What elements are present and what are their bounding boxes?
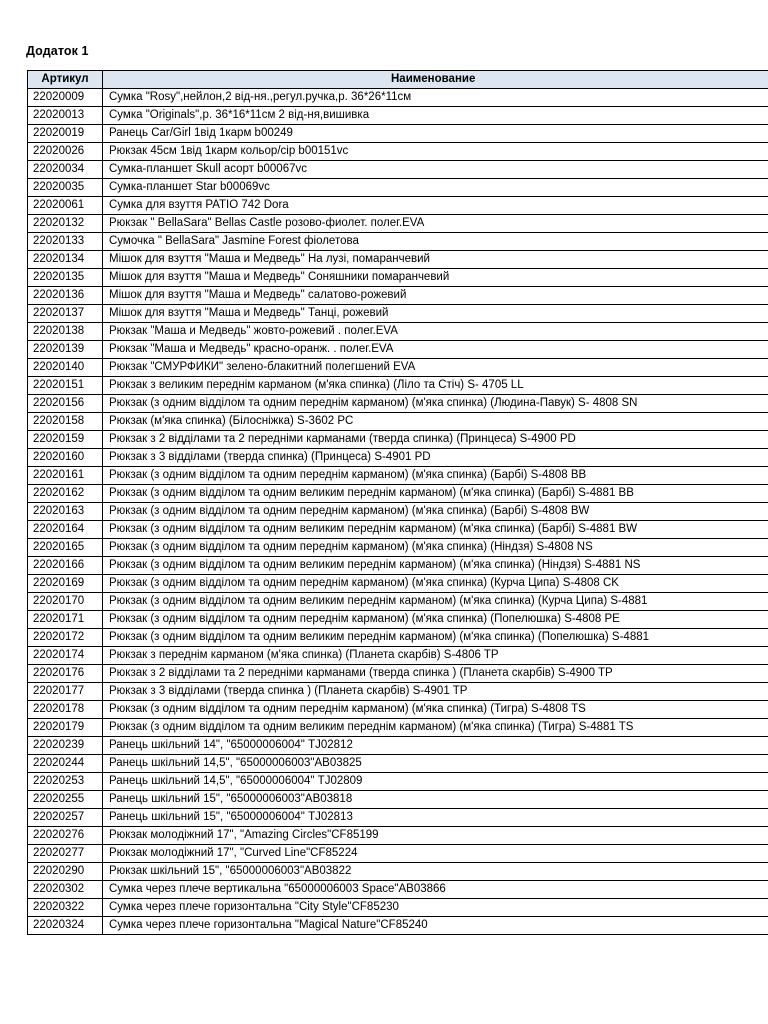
name-cell: Рюкзак (з одним відділом та одним переднім карманом) (м'яка спинка) (Тигра) S-4808 TS [103, 701, 768, 719]
article-cell: 22020139 [28, 341, 103, 359]
table-row [28, 881, 768, 899]
article-cell: 22020322 [28, 899, 103, 917]
article-cell: 22020009 [28, 89, 103, 107]
article-cell: 22020013 [28, 107, 103, 125]
name-cell: Рюкзак (з одним відділом та одним переднім карманом) (м'яка спинка) (Барбі) S-4808 BW [103, 503, 768, 521]
table-row [28, 539, 768, 557]
product-table [27, 70, 768, 935]
page-title: Додаток 1 [26, 44, 89, 58]
header-row [28, 71, 768, 89]
table-row [28, 251, 768, 269]
article-cell: 22020165 [28, 539, 103, 557]
article-cell: 22020019 [28, 125, 103, 143]
name-cell: Сумка-планшет Star b00069vc [103, 179, 768, 197]
article-cell: 22020276 [28, 827, 103, 845]
name-cell: Мішок для взуття "Маша и Медведь" салатово-рожевий [103, 287, 768, 305]
article-cell: 22020302 [28, 881, 103, 899]
table-row [28, 737, 768, 755]
table-row [28, 179, 768, 197]
name-cell: Рюкзак "СМУРФИКИ" зелено-блакитний полегшений EVA [103, 359, 768, 377]
article-cell: 22020159 [28, 431, 103, 449]
name-cell: Рюкзак (з одним відділом та одним переднім карманом) (м'яка спинка) (Барбі) S-4808 BB [103, 467, 768, 485]
name-cell: Ранець шкільний 14,5", "65000006003"AB03825 [103, 755, 768, 773]
name-cell: Ранець шкільний 14,5", "65000006004" TJ02809 [103, 773, 768, 791]
table-row [28, 359, 768, 377]
table-row [28, 521, 768, 539]
table-row [28, 719, 768, 737]
table-row [28, 845, 768, 863]
article-cell: 22020163 [28, 503, 103, 521]
table-row [28, 647, 768, 665]
table-row [28, 233, 768, 251]
table-row [28, 683, 768, 701]
name-cell: Рюкзак (з одним відділом та одним великим переднім карманом) (м'яка спинка) (Курча Ципа) S-4881 [103, 593, 768, 611]
name-cell: Ранець Car/Girl 1від 1карм b00249 [103, 125, 768, 143]
table-row [28, 467, 768, 485]
article-cell: 22020176 [28, 665, 103, 683]
column-header-article: Артикул [28, 71, 103, 89]
name-cell: Мішок для взуття "Маша и Медведь" Соняшники помаранчевий [103, 269, 768, 287]
article-cell: 22020034 [28, 161, 103, 179]
name-cell: Рюкзак з великим переднім карманом (м'яка спинка) (Ліло та Стіч) S- 4705 LL [103, 377, 768, 395]
name-cell: Ранець шкільний 14", "65000006004" TJ02812 [103, 737, 768, 755]
name-cell: Рюкзак з переднім карманом (м'яка спинка) (Планета скарбів) S-4806 TP [103, 647, 768, 665]
name-cell: Рюкзак (м'яка спинка) (Білосніжка) S-3602 PC [103, 413, 768, 431]
name-cell: Ранець шкільний 15", "65000006004" TJ02813 [103, 809, 768, 827]
name-cell: Рюкзак 45см 1від 1карм кольор/сір b00151vc [103, 143, 768, 161]
column-header-name: Наименование [103, 71, 768, 89]
article-cell: 22020132 [28, 215, 103, 233]
name-cell: Мішок для взуття "Маша и Медведь" На лузі, помаранчевий [103, 251, 768, 269]
table-row [28, 809, 768, 827]
article-cell: 22020166 [28, 557, 103, 575]
article-cell: 22020277 [28, 845, 103, 863]
name-cell: Рюкзак (з одним відділом та одним великим переднім карманом) (м'яка спинка) (Барбі) S-4881 BB [103, 485, 768, 503]
name-cell: Рюкзак "Маша и Медведь" жовто-рожевий . полег.EVA [103, 323, 768, 341]
article-cell: 22020253 [28, 773, 103, 791]
table-row [28, 197, 768, 215]
article-cell: 22020172 [28, 629, 103, 647]
article-cell: 22020158 [28, 413, 103, 431]
table-row [28, 773, 768, 791]
table-row [28, 269, 768, 287]
table-row [28, 917, 768, 935]
name-cell: Сумка через плече горизонтальна "City Style"CF85230 [103, 899, 768, 917]
name-cell: Сумка "Originals",р. 36*16*11см 2 від-ня,вишивка [103, 107, 768, 125]
table-row [28, 125, 768, 143]
name-cell: Сумка через плече вертикальна "65000006003 Space"AB03866 [103, 881, 768, 899]
name-cell: Рюкзак з 3 відділами (тверда спинка ) (Планета скарбів) S-4901 TP [103, 683, 768, 701]
article-cell: 22020257 [28, 809, 103, 827]
article-cell: 22020138 [28, 323, 103, 341]
name-cell: Сумка через плече горизонтальна "Magical Nature"CF85240 [103, 917, 768, 935]
name-cell: Рюкзак (з одним відділом та одним великим переднім карманом) (м'яка спинка) (Барбі) S-4881 BW [103, 521, 768, 539]
name-cell: Сумочка " BellaSara" Jasmine Forest фіолетова [103, 233, 768, 251]
name-cell: Рюкзак молодіжний 17", "Amazing Circles"CF85199 [103, 827, 768, 845]
table-row [28, 89, 768, 107]
table-row [28, 143, 768, 161]
name-cell: Рюкзак "Маша и Медведь" красно-оранж. . полег.EVA [103, 341, 768, 359]
article-cell: 22020324 [28, 917, 103, 935]
table-row [28, 305, 768, 323]
table-row [28, 701, 768, 719]
article-cell: 22020170 [28, 593, 103, 611]
name-cell: Рюкзак (з одним відділом та одним переднім карманом) (м'яка спинка) (Людина-Павук) S- 4808 SN [103, 395, 768, 413]
name-cell: Ранець шкільний 15", "65000006003"AB03818 [103, 791, 768, 809]
table-row [28, 611, 768, 629]
table-row [28, 323, 768, 341]
name-cell: Рюкзак " BellaSara" Bellas Castle розово-фиолет. полег.EVA [103, 215, 768, 233]
table-row [28, 899, 768, 917]
table-row [28, 665, 768, 683]
table-row [28, 413, 768, 431]
table-row [28, 503, 768, 521]
name-cell: Рюкзак (з одним відділом та одним переднім карманом) (м'яка спинка) (Ніндзя) S-4808 NS [103, 539, 768, 557]
table-row [28, 107, 768, 125]
name-cell: Рюкзак шкільний 15", "65000006003"AB03822 [103, 863, 768, 881]
article-cell: 22020137 [28, 305, 103, 323]
name-cell: Сумка "Rosy",нейлон,2 від-ня.,регул.ручка,р. 36*26*11см [103, 89, 768, 107]
table-row [28, 557, 768, 575]
table-body [28, 89, 768, 935]
article-cell: 22020133 [28, 233, 103, 251]
table-row [28, 431, 768, 449]
table-row [28, 863, 768, 881]
table-row [28, 161, 768, 179]
table-row [28, 287, 768, 305]
product-table-container [27, 70, 768, 935]
article-cell: 22020061 [28, 197, 103, 215]
article-cell: 22020244 [28, 755, 103, 773]
table-row [28, 485, 768, 503]
name-cell: Рюкзак (з одним відділом та одним великим переднім карманом) (м'яка спинка) (Ніндзя) S-4881 NS [103, 557, 768, 575]
name-cell: Рюкзак (з одним відділом та одним великим переднім карманом) (м'яка спинка) (Тигра) S-4881 TS [103, 719, 768, 737]
article-cell: 22020162 [28, 485, 103, 503]
article-cell: 22020178 [28, 701, 103, 719]
article-cell: 22020161 [28, 467, 103, 485]
article-cell: 22020174 [28, 647, 103, 665]
name-cell: Рюкзак (з одним відділом та одним великим переднім карманом) (м'яка спинка) (Попелюшка) S-4881 [103, 629, 768, 647]
name-cell: Сумка для взуття PATIO 742 Dora [103, 197, 768, 215]
table-row [28, 449, 768, 467]
table-row [28, 755, 768, 773]
article-cell: 22020171 [28, 611, 103, 629]
article-cell: 22020026 [28, 143, 103, 161]
article-cell: 22020160 [28, 449, 103, 467]
article-cell: 22020134 [28, 251, 103, 269]
name-cell: Рюкзак з 2 відділами та 2 передніми карманами (тверда спинка ) (Планета скарбів) S-4900 TP [103, 665, 768, 683]
name-cell: Рюкзак (з одним відділом та одним переднім карманом) (м'яка спинка) (Курча Ципа) S-4808 CK [103, 575, 768, 593]
article-cell: 22020151 [28, 377, 103, 395]
table-header [28, 71, 768, 89]
article-cell: 22020255 [28, 791, 103, 809]
table-row [28, 575, 768, 593]
article-cell: 22020140 [28, 359, 103, 377]
article-cell: 22020177 [28, 683, 103, 701]
article-cell: 22020136 [28, 287, 103, 305]
article-cell: 22020290 [28, 863, 103, 881]
name-cell: Рюкзак молодіжний 17", "Curved Line"CF85224 [103, 845, 768, 863]
table-row [28, 593, 768, 611]
article-cell: 22020239 [28, 737, 103, 755]
name-cell: Сумка-планшет Skull асорт b00067vc [103, 161, 768, 179]
table-row [28, 629, 768, 647]
article-cell: 22020035 [28, 179, 103, 197]
table-row [28, 791, 768, 809]
name-cell: Мішок для взуття "Маша и Медведь" Танці, рожевий [103, 305, 768, 323]
article-cell: 22020156 [28, 395, 103, 413]
table-row [28, 215, 768, 233]
table-row [28, 395, 768, 413]
table-row [28, 377, 768, 395]
article-cell: 22020164 [28, 521, 103, 539]
article-cell: 22020135 [28, 269, 103, 287]
table-row [28, 341, 768, 359]
table-row [28, 827, 768, 845]
name-cell: Рюкзак з 2 відділами та 2 передніми карманами (тверда спинка) (Принцеса) S-4900 PD [103, 431, 768, 449]
name-cell: Рюкзак (з одним відділом та одним переднім карманом) (м'яка спинка) (Попелюшка) S-4808 PE [103, 611, 768, 629]
article-cell: 22020169 [28, 575, 103, 593]
article-cell: 22020179 [28, 719, 103, 737]
name-cell: Рюкзак з 3 відділами (тверда спинка) (Принцеса) S-4901 PD [103, 449, 768, 467]
